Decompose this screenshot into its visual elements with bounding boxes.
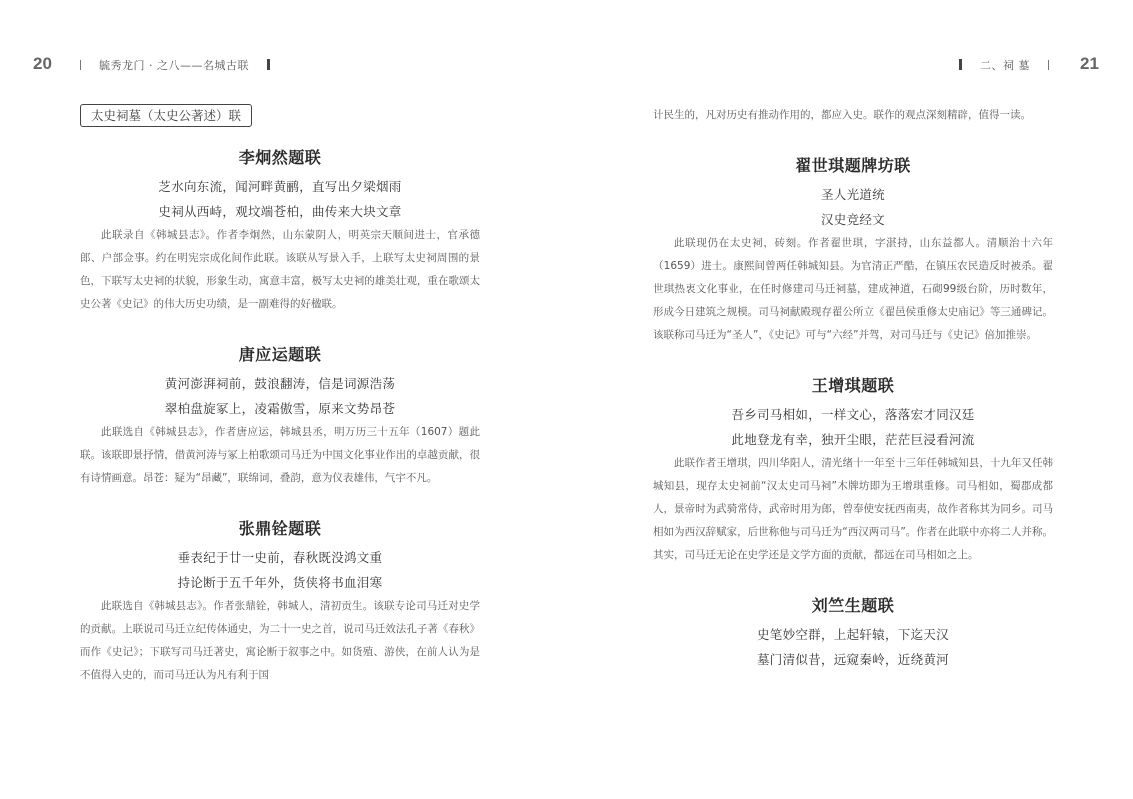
header-marker (267, 59, 270, 70)
entry-title: 李炯然题联 (238, 148, 322, 167)
entry-title: 张鼎铨题联 (238, 519, 322, 538)
couplet-line: 此地登龙有幸，独开尘眼，茫茫巨浸看河流 (731, 432, 975, 447)
entry-title: 翟世琪题牌坊联 (795, 156, 911, 175)
entry (653, 593, 1053, 672)
couplet-line: 黄河澎湃祠前，鼓浪翻涛，信是词源浩荡 (164, 376, 396, 391)
left-column (80, 104, 480, 687)
couplet-line: 芝水向东流，闻河畔黄鹂，直写出夕梁烟雨 (158, 179, 402, 194)
entry (653, 153, 1053, 347)
couplet-line: 吾乡司马相如，一样文心，落落宏才同汉廷 (731, 407, 975, 422)
right-column (653, 104, 1053, 672)
header-divider (80, 60, 81, 70)
header-marker (959, 59, 962, 70)
entry-title: 王增琪题联 (811, 376, 895, 395)
couplet-line: 垂表纪于廿一史前，春秋既没鸿文重 (177, 550, 383, 565)
left-running-head (80, 57, 270, 73)
entry-paragraph: 此联选自《韩城县志》。作者张鼎铨，韩城人，清初贡生。该联专论司马迁对史学的贡献。上联说司马迁立纪传体通史，为二十一史之首，说司马迁效法孔子著《春秋》而作《史记》；下联写司马迁著史，寓论断于叙事之中。如货殖、游侠，在前人认为是不值得入史的，而司马迁认为凡有利于国 (80, 600, 480, 681)
entry-title: 唐应运题联 (238, 345, 322, 364)
entry-paragraph: 此联作者王增琪，四川华阳人，清光绪十一年至十三年任韩城知县，十九年又任韩城知县，现存太史祠前“汉太史司马祠”木牌坊即为王增琪重修。司马相如，蜀郡成都人，景帝时为武骑常侍，武帝时用为郎，曾奉使安抚西南夷，故作者称其为同乡。司马相如为西汉辞赋家，后世称他与司马迁为“西汉两司马”。作者在此联中亦将二人并称。其实，司马迁无论在史学还是文学方面的贡献，都远在司马相如之上。 (653, 457, 1053, 561)
entry-paragraph: 此联录自《韩城县志》。作者李炯然，山东蒙阴人，明英宗天顺间进士，官承德郎、户部佥事。约在明宪宗成化间作此联。该联从写景入手，上联写太史祠周围的景色，下联写太史祠的状貌，形象生动，寓意丰富，极写太史祠的雄美壮观，重在歌颂太史公著《史记》的伟大历史功绩，是一副难得的好楹联。 (80, 229, 480, 310)
couplet-line: 史祠从西峙，观坟端苍柏，曲传来大块文章 (158, 204, 402, 219)
entry-paragraph: 此联现仍在太史祠，砖刻。作者翟世琪，字湛持，山东益都人。清顺治十六年（1659）进士。康熙间曾两任韩城知县。为官清正严酷，在镇压农民造反时被杀。翟世琪热衷文化事业，在任时修建司马迁祠墓，建成神道，石砌99级台阶，历时数年，形成今日建筑之规模。司马祠献殿现存翟公所立《翟邑侯重修太史庙记》等三通碑记。该联称司马迁为“圣人”，《史记》可与“六经”并驾，对司马迁与《史记》倍加推崇。 (653, 237, 1053, 341)
couplet-line: 墓门清似昔，远窥秦岭，近绕黄河 (756, 652, 949, 667)
couplet-line: 圣人光道统 (820, 187, 885, 202)
couplet-line: 史笔妙空群，上起轩辕，下迄天汉 (756, 627, 949, 642)
entry-title: 刘竺生题联 (811, 596, 895, 615)
entry (80, 516, 480, 687)
couplet-line: 翠柏盘旋冢上，凌霜傲雪，原来文势昂苍 (164, 401, 396, 416)
entry (80, 342, 480, 490)
left-page-number: 20 (33, 54, 52, 73)
couplet-line: 持论断于五千年外，货侠将书血泪寒 (177, 575, 383, 590)
entry-paragraph: 此联选自《韩城县志》，作者唐应运，韩城县丞，明万历三十五年（1607）题此联。该联即景抒情，借黄河涛与冢上柏歌颂司马迁为中国文化事业作出的卓越贡献，很有诗情画意。昂苍：疑为“昂藏”，联绵词，叠韵，意为仪表雄伟，气宇不凡。 (80, 426, 480, 484)
header-divider (1048, 60, 1049, 70)
entry (80, 145, 480, 316)
continuation-paragraph: 计民生的，凡对历史有推动作用的，都应入史。联作的观点深刻精辟，值得一读。 (653, 109, 1031, 121)
right-running-head (959, 57, 1049, 73)
section-title-box: 太史祠墓（太史公著述）联 (80, 104, 252, 127)
left-running-head-text: 毓秀龙门 · 之八——名城古联 (99, 59, 249, 72)
right-running-head-text: 二、祠 墓 (980, 59, 1030, 72)
couplet-line: 汉史竞经文 (820, 212, 885, 227)
entry (653, 373, 1053, 567)
right-page-number: 21 (1080, 54, 1099, 73)
